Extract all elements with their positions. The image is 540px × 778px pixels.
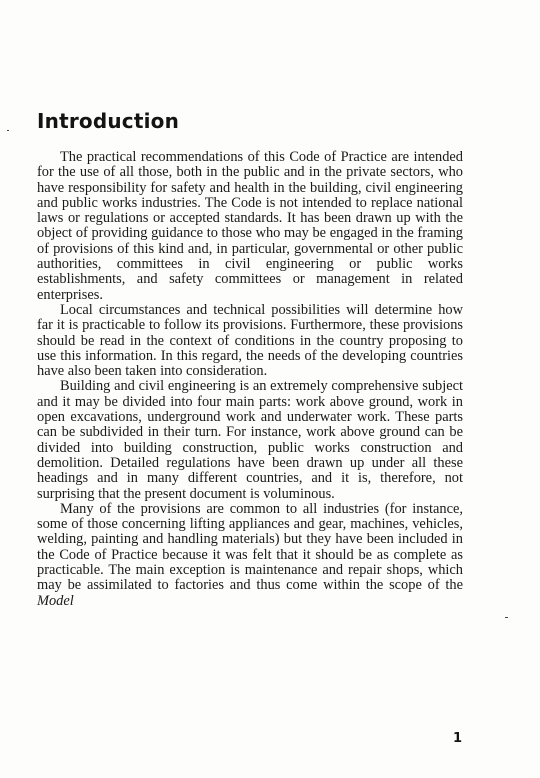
- paragraph-4-italic-word: Model: [37, 592, 74, 609]
- paragraph-4: [37, 502, 463, 609]
- paragraph-4-text: Many of the provisions are common to all industries (for instance, some of those concerning lifting appliances and gear, machines, vehicles, welding, painting and handling materials) but they have been included in the Code of Practice because it was felt that it should be as complete as practicable. The main exception is maintenance and repair shops, which may be assimilated to factories and thus come within the scope of the: [37, 500, 463, 594]
- body-text: [37, 150, 463, 609]
- page-number: 1: [453, 731, 463, 746]
- paragraph-2: [37, 303, 463, 379]
- scan-speck: [505, 617, 508, 618]
- section-heading: Introduction: [37, 109, 180, 133]
- paragraph-1-text: The practical recommendations of this Code of Practice are intended for the use of all those, both in the public and in the private sectors, who have responsibility for safety and health in the building, civil engineering and public works industries. The Code is not intended to replace national laws or regulations or accepted standards. It has been drawn up with the object of providing guidance to those who may be engaged in the framing of provisions of this kind and, in particular, governmental or other public authorities, committees in civil engineering or public works establishments, and safety committees or management in related enterprises.: [37, 149, 463, 303]
- paragraph-2-text: Local circumstances and technical possibilities will determine how far it is practicable to follow its provisions. Furthermore, these provisions should be read in the context of conditions in the country proposing to use this information. In this regard, the needs of the developing countries have also been taken into consideration.: [37, 301, 463, 380]
- paragraph-3: [37, 379, 463, 501]
- scan-speck: [7, 130, 9, 131]
- paragraph-3-text: Building and civil engineering is an extremely comprehensive subject and it may be divided into four main parts: work above ground, work in open excavations, underground work and underwater work. These parts can be subdivided in their turn. For instance, work above ground can be divided into building construction, public works construction and demolition. Detailed regulations have been drawn up under all these headings and in many different countries, and it is, therefore, not surprising that the present document is voluminous.: [37, 378, 463, 502]
- paragraph-1: [37, 150, 463, 303]
